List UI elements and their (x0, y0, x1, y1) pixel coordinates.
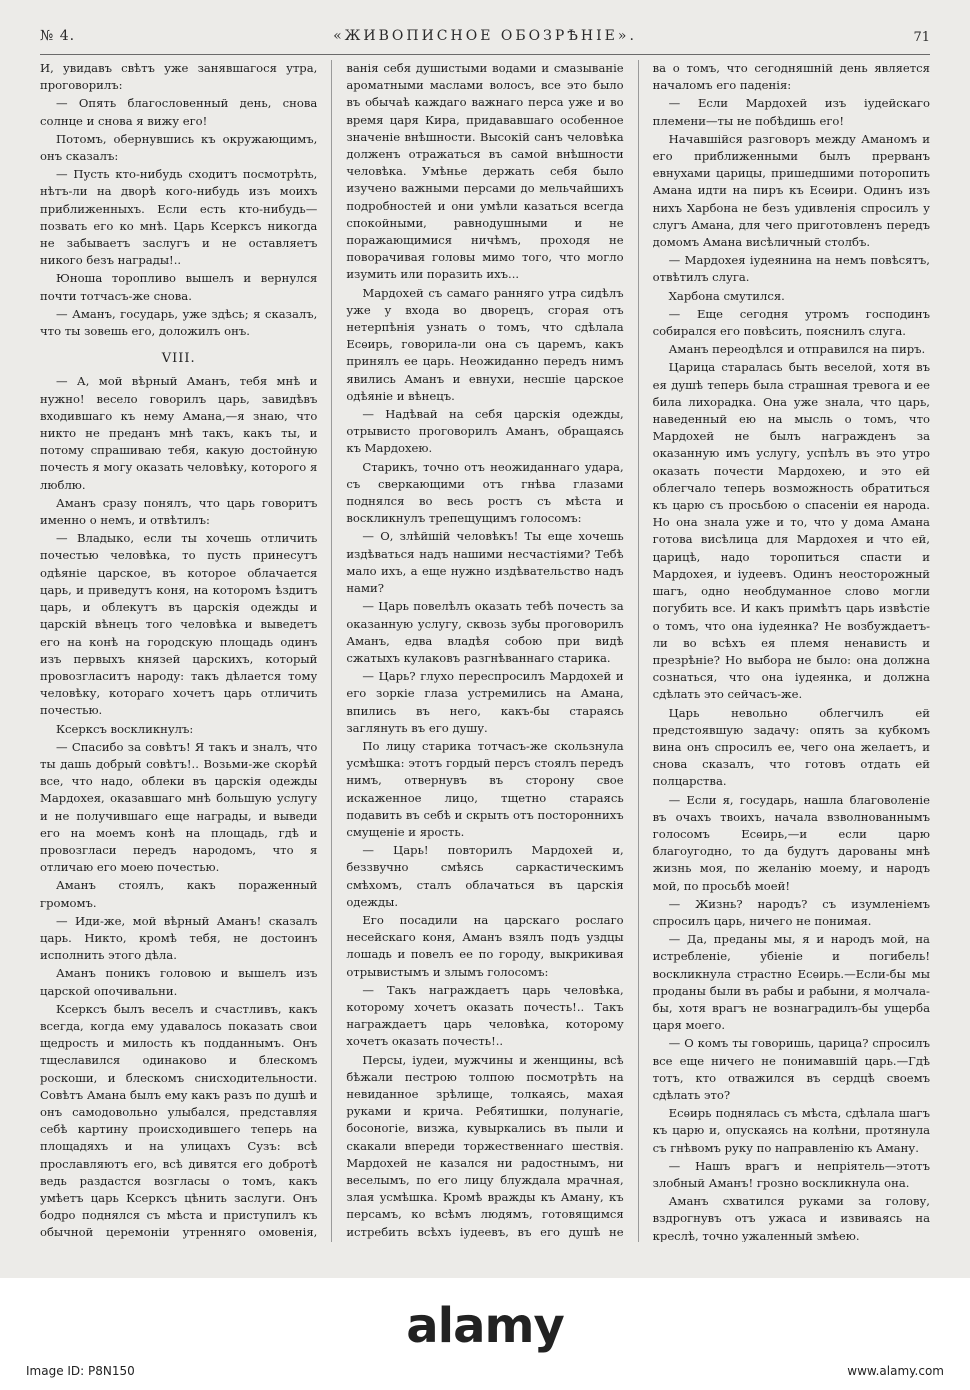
paragraph: — О, злѣйшій человѣкъ! Ты еще хочешь издѣваться надъ нашими несчастіями? Тебѣ мало ихъ, а еще нужно издѣвательство надъ нами? (346, 529, 624, 596)
page-number: 71 (913, 30, 930, 45)
paragraph: ванія себя душистыми водами и смазываніе ароматными маслами волосъ, все это было въ обычаѣ каждаго важнаго перса уже и во время царя Кира, придававшаго особенное значеніе внѣшности. Высокій санъ человѣка долженъ отражаться въ самой внѣшности человѣка. Умѣнье держать себя было изучено важными персами до мельчайшихъ подробностей и они умѣли казаться всегда спокойными, равнодушными и не поражающимися ничѣмъ, проходя не поворачивая головы мимо того, что могло изумить или поразить ихъ... (346, 61, 624, 282)
site-url: www.alamy.com (847, 1364, 944, 1378)
paragraph: — Царь? глухо переспросилъ Мардохей и его зоркіе глаза устремились на Амана, впились въ него, какъ-бы стараясь заглянуть въ его душу. (346, 669, 624, 735)
paragraph: Старикъ, точно отъ неожиданнаго удара, съ сверкающими отъ гнѣва глазами поднялся во весь ростъ съ мѣста и воскликнулъ трепещущимъ голосомъ: (346, 459, 624, 526)
paragraph: — Царь повелѣлъ оказать тебѣ почесть за оказанную услугу, сквозь зубы проговорилъ Аманъ, едва владѣя собою при видѣ сжатыхъ кулаковъ разгнѣваннаго старика. (346, 599, 624, 665)
paragraph: — О комъ ты говоришь, царица? спросилъ все еще ничего не понимавшій царь.—Гдѣ тотъ, кто отважился въ сердцѣ своемъ сдѣлать это? (652, 1036, 930, 1102)
column-divider (331, 60, 332, 1242)
column-1 (40, 60, 317, 1242)
paragraph: Есѳирь поднялась съ мѣста, сдѣлала шагъ къ царю и, опускаясь на колѣни, протянула съ гнѣвомъ руку по направленію къ Аману. (652, 1106, 930, 1155)
paragraph: — Мардохея іудеянина на немъ повѣсятъ, отвѣтилъ слуга. (652, 253, 930, 285)
paragraph: — Такъ награждаетъ царь человѣка, которому хочетъ оказать почесть!.. Такъ награждаетъ царь человѣка, которому хочетъ оказать почесть!.. (346, 982, 624, 1049)
paragraph: Аманъ переодѣлся и отправился на пиръ. (668, 342, 926, 357)
chapter-heading: VIII. (161, 351, 196, 367)
paragraph: По лицу старика тотчасъ-же скользнула усмѣшка: этотъ гордый персъ стоялъ передъ нимъ, отвернувъ въ сторону свое искаженное лицо, тщетно стараясь подавить въ себѣ и скрыть отъ постороннихъ смущеніе и ярость. (346, 738, 624, 839)
paragraph: — Владыко, если ты хочешь отличить почестью человѣка, то пусть принесутъ одѣяніе царское, въ которое облачается царь, и приведутъ коня, на которомъ ѣздитъ царь, и облекутъ въ царскія одежды и царскій вѣнецъ того человѣка и выведетъ его на конѣ на городскую площадь одинъ изъ первыхъ князей царскихъ, который провозгласитъ народу: такъ дѣлается тому человѣку, котораго хочетъ царь отличить почестью. (40, 531, 318, 718)
paragraph: — Спасибо за совѣтъ! Я такъ и зналъ, что ты дашь добрый совѣтъ!.. Возьми-же скорѣй все, что надо, облеки въ царскія одежды Мардохея, оказавшаго мнѣ большую услугу и не получившаго еще награды, и выведи его на моемъ конѣ на площадь, гдѣ и провозгласи передъ народомъ, что я отличаю его моею почестью. (40, 739, 318, 875)
paragraph: Аманъ стоялъ, какъ пораженный громомъ. (40, 878, 318, 910)
paragraph: — Опять благословенный день, снова солнце и снова я вижу его! (40, 96, 318, 128)
paragraph: — Если я, государь, нашла благоволеніе въ очахъ твоихъ, начала взволнованнымъ голосомъ Есѳирь,—и если царю благоугодно, то да будутъ дарованы мнѣ жизнь моя, по желанію моему, и народъ мой, по просьбѣ моей! (652, 792, 930, 893)
column-divider (638, 60, 639, 1242)
watermark-logo: alamy (406, 1298, 564, 1354)
header-rule (40, 54, 930, 55)
paragraph: Начавшійся разговоръ между Аманомъ и его приближенными былъ прерванъ евнухами царицы, пришедшими поторопить Амана идти на пиръ къ Есѳири. Одинъ изъ нихъ Харбона не безъ удивленія спросилъ у слугъ Амана, для чего приготовленъ передъ домомъ Амана висѣличный столбъ. (652, 131, 930, 250)
image-id: Image ID: P8N150 (26, 1364, 135, 1378)
paragraph: — Пусть кто-нибудь сходитъ посмотрѣть, нѣтъ-ли на дворѣ кого-нибудь изъ моихъ приближенныхъ. Если есть кто-нибудь—позвать его ко мнѣ. Царь Ксерксъ никогда не забываетъ заслугъ и не оставляетъ никого безъ награды!.. (40, 167, 318, 268)
paragraph: Аманъ схватился руками за голову, вздрогнувъ отъ ужаса и извиваясь на креслѣ, точно ужаленный змѣею. (652, 1194, 930, 1242)
paragraph: Персы, іудеи, мужчины и женщины, всѣ бѣжали пестрою толпою посмотрѣть на невиданное зрѣлище, толкаясь, махая руками и крича. Ребятишки, полунагіе, босоногіе, визжа, кувыркались въ пыли и скакали впереди торжественнаго шествія. Мардохей не казался ни радостнымъ, ни веселымъ, по его лицу блуждала мрачная, злая усмѣшка. Кромѣ вражды къ Аману, къ персамъ, ко всѣмъ людямъ, готовящимся истребить всѣхъ іудеевъ, въ его душѣ не (346, 1052, 624, 1239)
column-3 (653, 60, 930, 1242)
paragraph: Харбона смутился. (668, 288, 785, 303)
paragraph: Ксерксъ былъ веселъ и счастливъ, какъ всегда, когда ему удавалось показать свои щедрость и милость къ подданнымъ. Онъ тщеславился одинаково и блескомъ роскоши, и блескомъ снисходительности. Совѣтъ Амана былъ ему какъ разъ по душѣ и онъ самодовольно улыбался, представляя себѣ картину происходившего теперь на площадяхъ и на улицахъ Сузъ: всѣ прославляютъ его, всѣ дивятся его добротѣ ведь раздастся возгласы о томъ, какъ умѣетъ царь Ксерксъ цѣнить заслуги. Онъ бодро поднялся съ мѣста и приступилъ къ обычной церемоніи утренняго омовенія, (40, 1001, 318, 1240)
paragraph: Ксерксъ воскликнулъ: (56, 721, 194, 736)
paragraph: — Иди-же, мой вѣрный Аманъ! сказалъ царь. Никто, кромѣ тебя, не достоинъ исполнить этого дѣла. (40, 913, 318, 963)
journal-title: «ЖИВОПИСНОЕ ОБОЗРѢНІЕ». (333, 28, 637, 44)
paragraph: Юноша торопливо вышелъ и вернулся почти тотчасъ-же снова. (40, 271, 318, 303)
paragraph: Потомъ, обернувшись къ окружающимъ, онъ сказалъ: (40, 131, 318, 164)
paragraph: Царица старалась быть веселой, хотя въ ея душѣ теперь была страшная тревога и ее била лихорадка. Она уже знала, что царь, наведенный ею на мысль о томъ, что Мардохей не былъ награжденъ за оказанную имъ услугу, успѣлъ въ это утро оказать почести Мардохею, и это ей облегчало теперь возможность обратиться къ царю съ просьбою о спасеніи ея народа. Но она знала уже и то, что у дома Амана готова висѣлица для Мардохея и что ей, царицѣ, надо торопиться спасти и Мардохея, и іудеевъ. Одинъ неосторожный шагъ, одно необдуманное слово могли погубить все. И какъ примѣтъ царь извѣстіе о томъ, что она іудеянка? Не возбуждаетъ-ли во всѣхъ ея племя ненависть и презрѣніе? Но выбора не было: она должна сознаться, что она іудеянка, и должна сдѣлать это сейчасъ-же. (652, 360, 930, 702)
paragraph: — А, мой вѣрный Аманъ, тебя мнѣ и нужно! весело говорилъ царь, завидѣвъ входившаго къ нему Амана,—я знаю, что никто не преданъ мнѣ такъ, какъ ты, и потому спрашиваю тебя, какую достойную почесть я могу оказать человѣку, которого я люблю. (40, 374, 318, 492)
paragraph: Аманъ сразу понялъ, что царь говоритъ именно о немъ, и отвѣтилъ: (40, 495, 318, 528)
paragraph: — Аманъ, государь, уже здѣсь; я сказалъ, что ты зовешь его, доложилъ онъ. (40, 306, 318, 339)
text-columns (40, 60, 930, 1242)
paragraph: Аманъ поникъ головою и вышелъ изъ царской опочивальни. (40, 966, 318, 998)
paragraph: ва о томъ, что сегодняшній день является началомъ его паденія: (652, 61, 930, 93)
paragraph: — Если Мардохей изъ іудейскаго племени—ты не побѣдишь его! (652, 96, 930, 128)
issue-number: № 4. (40, 28, 76, 44)
paragraph: Мардохей съ самаго ранняго утра сидѣлъ уже у входа во дворецъ, сгорая отъ нетерпѣнія узнать о томъ, что сдѣлала Есѳирь, говорила-ли она съ царемъ, какъ принялъ ее царь. Неожиданно передъ нимъ явились Аманъ и евнухи, несшіе царское одѣяніе и вѣнецъ. (346, 285, 624, 403)
paragraph: И, увидавъ свѣтъ уже занявшагося утра, проговорилъ: (40, 61, 318, 93)
paragraph: — Еще сегодня утромъ господинъ собирался его повѣсить, пояснилъ слуга. (652, 306, 930, 339)
paragraph: — Надѣвай на себя царскія одежды, отрывисто проговорилъ Аманъ, обращаясь къ Мардохею. (346, 407, 624, 456)
paragraph: — Царь! повторилъ Мардохей и, беззвучно смѣясь саркастическимъ смѣхомъ, сталъ облачаться въ царскія одежды. (346, 843, 624, 909)
paragraph: — Да, преданы мы, я и народъ мой, на истребленіе, убіеніе и погибель! воскликнула страстно Есѳирь.—Если-бы мы проданы были въ рабы и рабыни, я молчала-бы, хотя врагъ не вознаградилъ-бы ущерба царя моего. (652, 932, 930, 1033)
paragraph: Царь невольно облегчилъ ей предстоявшую задачу: опять за кубкомъ вина онъ спросилъ ее, чего она желаетъ, и снова сказалъ, что готовъ отдать ей полцарства. (652, 705, 930, 789)
page-header (40, 24, 930, 48)
paragraph: Его посадили на царскаго рослаго несейскаго коня, Аманъ взялъ подъ уздцы лошадь и повелъ ее по городу, выкрикивая отрывистымъ и злымъ голосомъ: (346, 912, 624, 979)
column-2 (346, 60, 623, 1242)
paragraph: — Нашъ врагъ и непріятель—этотъ злобный Аманъ! грозно воскликнула она. (652, 1158, 930, 1190)
paragraph: — Жизнь? народъ? съ изумленіемъ спросилъ царь, ничего не понимая. (652, 896, 930, 928)
